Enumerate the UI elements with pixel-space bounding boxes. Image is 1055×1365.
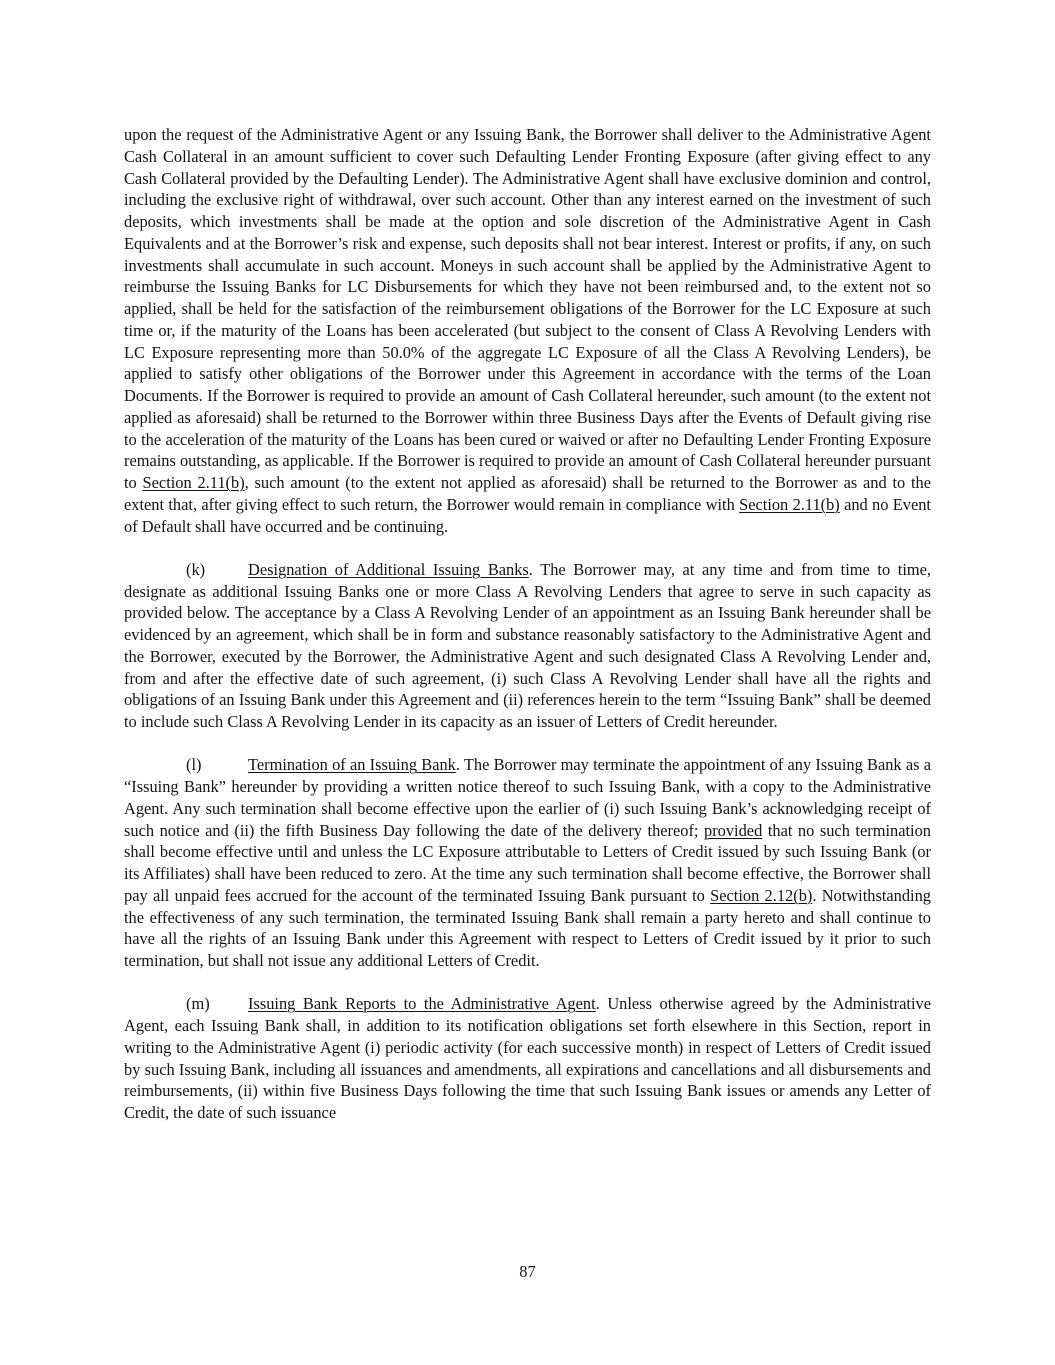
paragraph-text: . Notwithstanding the effectiveness of any such termination, the terminated Issuing Bank shall remain a party hereto and shall continue to have all the rights of an Issuing Bank under this Agreement with respect to Letters of Credit issued by it prior to such termination, but shall not issue any additional Letters of Credit. (124, 885, 931, 970)
paragraph-l (124, 754, 931, 972)
paragraph-text: upon the request of the Administrative Agent or any Issuing Bank, the Borrower shall deliver to the Administrative Agent Cash Collateral in an amount sufficient to cover such Defaulting Lender Fronting Exposure (after giving effect to any Cash Collateral provided by the Defaulting Lender). The Administrative Agent shall have exclusive dominion and control, including the exclusive right of withdrawal, over such account. Other than any interest earned on the investment of such deposits, which investments shall be made at the option and sole discretion of the Administrative Agent in Cash Equivalents and at the Borrower’s risk and expense, such deposits shall not bear interest. Interest or profits, if any, on such investments shall accumulate in such account. Moneys in such account shall be applied by the Administrative Agent to reimburse the Issuing Banks for LC Disbursements for which they have not been reimbursed and, to the extent not so applied, shall be held for the satisfaction of the reimbursement obligations of the Borrower for the LC Exposure at such time or, if the maturity of the Loans has been accelerated (but subject to the consent of Class A Revolving Lenders with LC Exposure representing more than 50.0% of the aggregate LC Exposure of all the Class A Revolving Lenders), be applied to satisfy other obligations of the Borrower under this Agreement in accordance with the terms of the Loan Documents. If the Borrower is required to provide an amount of Cash Collateral hereunder, such amount (to the extent not applied as aforesaid) shall be returned to the Borrower within three Business Days after the Events of Default giving rise to the acceleration of the maturity of the Loans has been cured or waived or after no Defaulting Lender Fronting Exposure remains outstanding, as applicable. If the Borrower is required to provide an amount of Cash Collateral hereunder pursuant to (124, 125, 931, 492)
section-heading: Issuing Bank Reports to the Administrative Agent (248, 994, 596, 1014)
paragraph-label: (m) (186, 994, 210, 1014)
section-reference: Section 2.12(b) (710, 885, 813, 905)
section-heading: Termination of an Issuing Bank (248, 755, 456, 775)
section-heading: Designation of Additional Issuing Banks (248, 559, 529, 579)
paragraph-text: . The Borrower may, at any time and from time to time, designate as additional Issuing Banks one or more Class A Revolving Lenders that agree to serve in such capacity as provided below. The acceptance by a Class A Revolving Lender of an appointment as an Issuing Bank hereunder shall be evidenced by an agreement, which shall be in form and substance reasonably satisfactory to the Administrative Agent and the Borrower, executed by the Borrower, the Administrative Agent and such designated Class A Revolving Lender and, from and after the effective date of such agreement, (i) such Class A Revolving Lender shall have all the rights and obligations of an Issuing Bank under this Agreement and (ii) references herein to the term “Issuing Bank” shall be deemed to include such Class A Revolving Lender in its capacity as an issuer of Letters of Credit hereunder. (124, 559, 931, 731)
paragraph-m (124, 993, 931, 1124)
paragraph-text: that no such termination shall become effective until and unless the LC Exposure attributable to Letters of Credit issued by such Issuing Bank (or its Affiliates) shall have been reduced to zero. At the time any such termination shall become effective, the Borrower shall pay all unpaid fees accrued for the account of the terminated Issuing Bank pursuant to (124, 820, 931, 905)
paragraph-label: (l) (186, 755, 202, 775)
section-reference: Section 2.11(b) (142, 473, 245, 492)
page-number: 87 (519, 1262, 536, 1281)
paragraph-k (124, 559, 931, 733)
section-reference: Section 2.11(b) (739, 494, 840, 514)
paragraph-text: , such amount (to the extent not applied as aforesaid) shall be returned to the Borrower as and to the extent that, after giving effect to such return, the Borrower would remain in compliance with (124, 473, 931, 514)
paragraph-label: (k) (186, 559, 206, 579)
paragraph-text: and no Event of Default shall have occurred and be continuing. (124, 494, 931, 536)
document-body (124, 124, 931, 1145)
paragraph-text: . Unless otherwise agreed by the Administrative Agent, each Issuing Bank shall, in addition to its notification obligations set forth elsewhere in this Section, report in writing to the Administrative Agent (i) periodic activity (for each successive month) in respect of Letters of Credit issued by such Issuing Bank, including all issuances and amendments, all expirations and cancellations and all disbursements and reimbursements, (ii) within five Business Days following the time that such Issuing Bank issues or amends any Letter of Credit, the date of such issuance (124, 994, 931, 1122)
paragraph-text: . The Borrower may terminate the appointment of any Issuing Bank as a “Issuing Bank” hereunder by providing a written notice thereof to such Issuing Bank, with a copy to the Administrative Agent. Any such termination shall become effective upon the earlier of (i) such Issuing Bank’s acknowledging receipt of such notice and (ii) the fifth Business Day following the date of the delivery thereof; (124, 755, 931, 840)
paragraph-continuation (124, 124, 931, 537)
proviso-term: provided (704, 820, 763, 840)
